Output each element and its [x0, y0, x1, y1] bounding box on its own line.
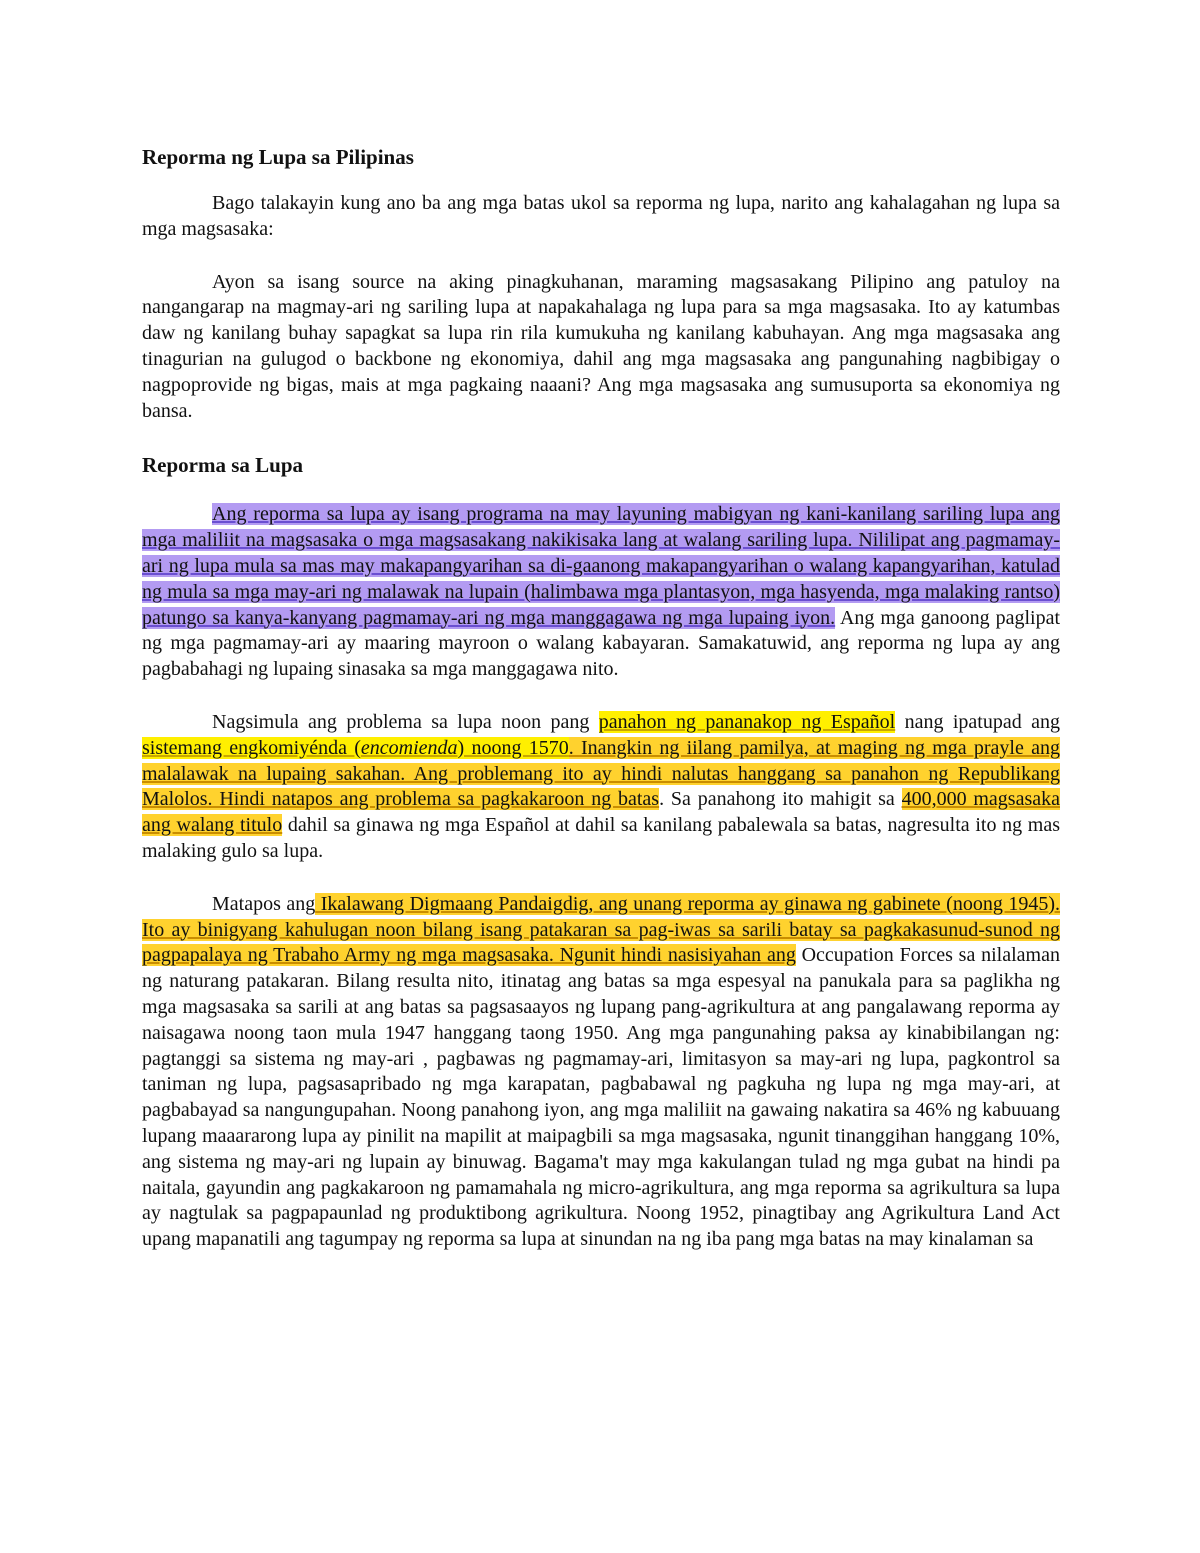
yellow-highlight	[142, 737, 569, 759]
heading-reporma-ng-lupa-sa-pilipinas: Reporma ng Lupa sa Pilipinas	[142, 145, 414, 169]
purple-highlight: Ang reporma sa lupa ay isang programa na may layuning mabigyan ng kani-kanilang sariling lupa ang mga maliliit na magsasaka o mga magsasakang nakikisaka lang at walang sariling lupa. Nililipat ang pagmamay-ari ng lupa mula sa mas may makapangyarihan sa di-gaanong makapangyarihan o walang kapangyarihan, katulad ng mula sa mga may-ari ng malawak na lupain (halimbawa mga plantasyon, mga hasyenda, mga malaking rantso) patungo sa kanya-kanyang pagmamay-ari ng mga manggagawa ng mga lupaing iyon.	[142, 503, 1060, 629]
paragraph-text: Matapos ang	[212, 892, 316, 915]
heading-reporma-sa-lupa: Reporma sa Lupa	[142, 453, 304, 478]
paragraph-text: Ang mga ganoong paglipat ng mga pagmamay-ari ay maaring mayroon o walang kabayaran. Samakatuwid, ang reporma ng lupa ay ang pagbabahagi ng lupaing sinasaka sa mga manggagawa nito.	[142, 606, 1060, 681]
highlight-text: ) noong 1570	[457, 736, 569, 759]
paragraph-definition	[142, 502, 1060, 683]
yellow-highlight: panahon ng pananakop ng Español	[598, 710, 896, 733]
paragraph-intro: Bago talakayin kung ano ba ang mga batas ukol sa reporma ng lupa, narito ang kahalagahan ng lupa sa mga magsasaka:	[142, 192, 1060, 240]
italic-term: encomienda	[360, 736, 458, 759]
paragraph-history	[142, 710, 1060, 865]
paragraph-kahalagahan: Ayon sa isang source na aking pinagkuhanan, maraming magsasakang Pilipino ang patuloy na nangangarap na magmay-ari ng sariling lupa at napakahalaga ng lupa para sa mga magsasaka. Ito ay katumbas daw ng kanilang buhay sapagkat sa lupa rin rila kumukuha ng kanilang kabuhayan. Ang mga magsasaka ang tinagurian na gulugod o backbone ng ekonomiya, dahil ang mga magsasaka ang pangunahing nagbibigay o nagpoprovide ng bigas, mais at mga pagkaing naaani? Ang mga magsasaka ang sumusuporta sa ekonomiya ng bansa.	[142, 270, 1060, 422]
paragraph-text: Occupation Forces sa nilalaman ng naturang patakaran. Bilang resulta nito, itinatag ang batas sa mga espesyal na panukala para sa paglikha ng mga magsasaka sa sarili at ang batas sa pagsasaayos ng lupang pang-agrikultura at ang pangalawang reporma ay naisagawa noong taon mula 1947 hanggang taong 1950. Ang mga pangunahing paksa ay kinabibilangan ng: pagtanggi sa sistema ng may-ari , pagbawas ng pagmamay-ari, limitasyon sa may-ari ng lupa, pagkontrol sa taniman ng lupa, pagsasapribado ng mga karapatan, pagbabawal ng pagkuha ng lupa ng mga may-ari, at pagbabayad sa nangungupahan. Noong panahong iyon, ang mga maliliit na gawaing nakatira sa 46% ng kabuuang lupang maaararong lupa ay pinilit na mapilit at maipagbili sa mga magsasaka, ngunit tinanggihan hanggang 10%, ang sistema ng may-ari ng lupain ay binuwag. Bagama't may mga kakulangan tulad ng mga gubat na hindi pa naitala, gayundin ang pagkakaroon ng pamamahala ng micro-agrikultura, ang mga reporma sa agrikultura sa lupa ay nagtulak sa pagpapaunlad ng produktibong agrikultura. Noong 1952, pinagtibay ang Agrikultura Land Act upang mapanatili ang tagumpay ng reporma sa lupa at sinundan na ng iba pang mga batas na may kinalaman sa	[142, 944, 1060, 1251]
gold-highlight: . Inangkin ng iilang pamilya, at maging ng mga prayle ang malalawak na lupaing sakahan. Ang problemang ito ay hindi nalutas hanggang sa panahon ng Republikang Malolos. Hindi natapos ang problema sa pagkakaroon ng batas	[142, 736, 1060, 811]
paragraph-text: Nagsimula ang problema sa lupa noon pang	[212, 710, 599, 733]
gold-highlight: Ikalawang Digmaang Pandaigdig, ang unang reporma ay ginawa ng gabinete (noong 1945). Ito ay binigyang kahulugan noon bilang isang patakaran sa pag-iwas sa sarili batay sa pagkakasunud-sunod ng pagpapalaya ng Trabaho Army ng mga magsasaka. Ngunit hindi nasisiyahan ang	[142, 892, 1060, 967]
paragraph-text: nang ipatupad ang	[895, 710, 1061, 733]
document-body	[142, 143, 1060, 1253]
paragraph-post-war	[142, 892, 1060, 1253]
highlight-text: sistemang engkomiyénda (	[142, 736, 361, 759]
paragraph-text: . Sa panahong ito mahigit sa	[659, 788, 902, 811]
gold-highlight: 400,000 magsasaka ang walang titulo	[142, 788, 1060, 837]
paragraph-text: dahil sa ginawa ng mga Español at dahil sa kanilang pabalewala sa batas, nagresulta ito ng mas malaking gulo sa lupa.	[142, 814, 1061, 862]
